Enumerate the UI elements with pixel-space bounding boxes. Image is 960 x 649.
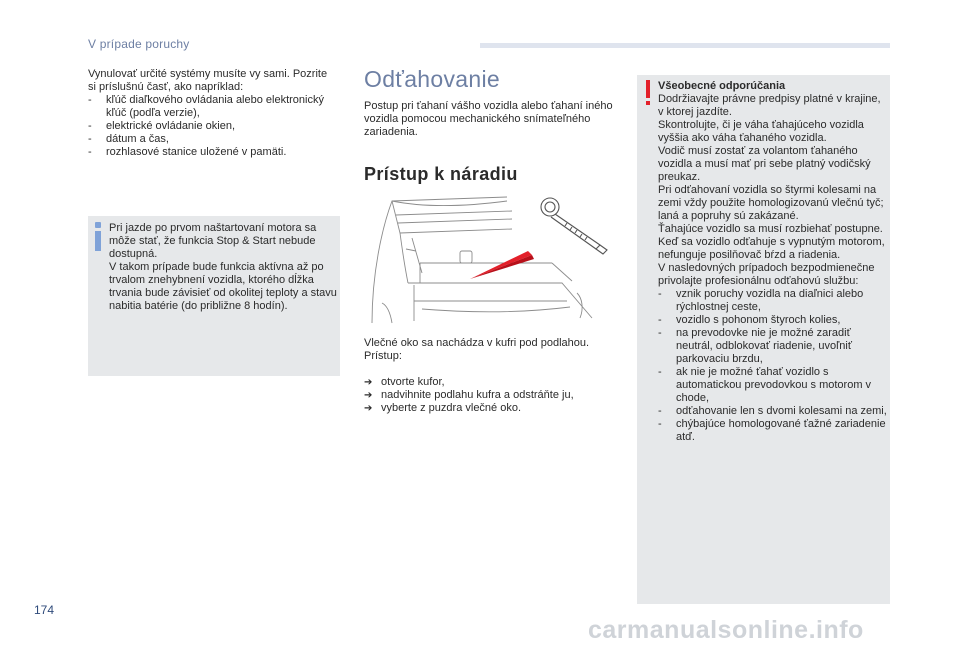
list-item: - chýbajúce homologované ťažné zariadenie atď. bbox=[658, 418, 888, 444]
warning-paragraph: V nasledovných prípadoch bezpodmienečne privolajte profesionálnu odťahovú službu: bbox=[658, 262, 875, 287]
info-box bbox=[88, 216, 340, 376]
list-item: ➔ nadvihnite podlahu kufra a odstráňte ju, bbox=[364, 389, 574, 401]
arrow-icon: ➔ bbox=[364, 390, 373, 401]
subsection-title: Prístup k náradiu bbox=[364, 164, 518, 184]
list-item: - vznik poruchy vozidla na diaľnici alebo rýchlostnej ceste, bbox=[658, 288, 888, 314]
list-item: ➔ vyberte z puzdra vlečné oko. bbox=[364, 402, 522, 414]
list-item: - na prevodovke nie je možné zaradiť neutrál, odblokovať riadenie, uvoľniť parkovaciu brzdu, bbox=[658, 327, 888, 366]
arrow-icon: ➔ bbox=[364, 403, 373, 414]
warning-paragraph: Pri odťahovaní vozidla so štyrmi kolesami na zemi vždy použite homologizovanú vlečnú tyč; laná a popruhy sú zakázané. bbox=[658, 184, 884, 222]
warning-paragraph: Keď sa vozidlo odťahuje s vypnutým motorom, nefunguje posilňovač bŕzd a riadenia. bbox=[658, 236, 885, 261]
towing-eye-trunk-illustration bbox=[362, 193, 612, 330]
list-item: - rozhlasové stanice uložené v pamäti. bbox=[88, 146, 333, 159]
towing-steps bbox=[364, 337, 614, 415]
warning-paragraph: Vodič musí zostať za volantom ťahaného vozidla a musí mať pri sebe platný vodičský preukaz. bbox=[658, 145, 871, 183]
section-intro: Postup pri ťahaní vášho vozidla alebo ťahaní iného vozidla pomocou mechanického snímateľného zariadenia. bbox=[364, 100, 613, 138]
warning-paragraph: Skontrolujte, či je váha ťahajúceho vozidla vyššia ako váha ťahaného vozidla. bbox=[658, 119, 864, 144]
warning-paragraph: Dodržiavajte právne predpisy platné v krajine, v ktorej jazdíte. bbox=[658, 93, 881, 118]
page-number: 174 bbox=[34, 603, 55, 617]
location-text: Vlečné oko sa nachádza v kufri pod podlahou. Prístup: bbox=[364, 337, 590, 362]
info-icon bbox=[93, 222, 103, 250]
list-item: - ak nie je možné ťahať vozidlo s automatickou prevodovkou s motorom v chode, bbox=[658, 366, 888, 405]
warning-text bbox=[658, 80, 888, 444]
list-item: - elektrické ovládanie okien, bbox=[88, 120, 333, 133]
warning-title: Všeobecné odporúčania bbox=[658, 80, 786, 92]
warning-box bbox=[637, 75, 890, 604]
list-item: - kľúč diaľkového ovládania alebo elektronický kľúč (podľa verzie), bbox=[88, 94, 333, 120]
arrow-icon: ➔ bbox=[364, 377, 373, 388]
running-header: V prípade poruchy bbox=[88, 37, 190, 51]
reset-intro: Vynulovať určité systémy musíte vy sami. Pozrite si príslušnú časť, ako napríklad: bbox=[88, 68, 328, 93]
watermark: carmanualsonline.info bbox=[588, 616, 864, 644]
info-paragraph: Pri jazde po prvom naštartovaní motora sa môže stať, že funkcia Stop & Start nebude dostupná. bbox=[109, 222, 317, 260]
list-item: - odťahovanie len s dvomi kolesami na zemi, bbox=[658, 405, 888, 418]
warning-icon bbox=[646, 80, 650, 105]
info-text bbox=[109, 222, 337, 313]
list-item: - dátum a čas, bbox=[88, 133, 333, 146]
list-item: - vozidlo s pohonom štyroch kolies, bbox=[658, 314, 888, 327]
warning-paragraph: Ťahajúce vozidlo sa musí rozbiehať postupne. bbox=[658, 223, 883, 235]
info-paragraph: V takom prípade bude funkcia aktívna až po trvalom znehybnení vozidla, ktorého dĺžka trvania bude závisieť od okolitej teploty a stavu nabitia batérie (do približne 8 hodín). bbox=[109, 261, 337, 312]
section-title: Odťahovanie bbox=[364, 66, 500, 92]
middle-column bbox=[364, 66, 614, 185]
list-item: ➔ otvorte kufor, bbox=[364, 376, 445, 388]
left-column bbox=[88, 68, 333, 159]
header-bar bbox=[480, 43, 890, 48]
